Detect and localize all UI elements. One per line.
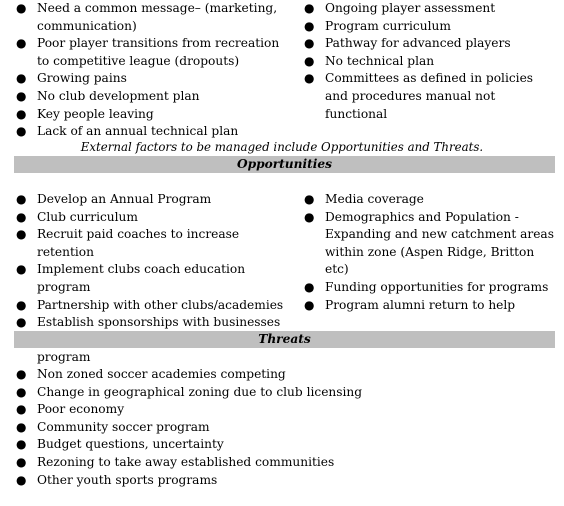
bullet-icon: ●	[16, 297, 27, 312]
bullet-icon: ●	[16, 454, 27, 469]
bullet-icon: ●	[304, 209, 315, 224]
bullet-icon: ●	[16, 1, 27, 15]
threats-heading: Threats	[14, 331, 555, 348]
list-item: program	[16, 332, 284, 367]
bullet-icon: ●	[16, 227, 27, 242]
list-item: ● Program alumni return to help	[304, 297, 554, 315]
bullet-icon: ●	[16, 315, 27, 330]
list-item: ● No club development plan	[16, 88, 284, 106]
weaknesses-right-list	[304, 0, 554, 123]
list-item: ● No technical plan	[304, 53, 554, 71]
list-item: ● Key people leaving	[16, 106, 284, 124]
list-item: ● Pathway for advanced players	[304, 35, 554, 53]
list-item: ● Need a common message– (marketing, communication)	[16, 1, 278, 33]
opportunities-heading: Opportunities	[14, 156, 555, 173]
bullet-icon: ●	[304, 18, 315, 33]
bullet-icon: ●	[16, 367, 27, 381]
list-item: ● Poor player transitions from recreation to competitive league (dropouts)	[16, 36, 280, 68]
list-item: ● Club curriculum	[16, 209, 284, 227]
bullet-icon: ●	[16, 71, 27, 86]
list-item: ● Ongoing player assessment	[304, 0, 554, 18]
list-item: ● Community soccer program	[16, 419, 436, 437]
list-item: ● Budget questions, uncertainty	[16, 436, 436, 454]
list-item: ● Develop an Annual Program	[16, 191, 284, 209]
bullet-icon: ●	[16, 209, 27, 224]
bullet-icon: ●	[304, 1, 315, 15]
list-item: ● Implement clubs coach education program	[16, 262, 246, 294]
bullet-icon: ●	[16, 402, 27, 417]
threats-list	[16, 366, 436, 489]
bullet-icon: ●	[16, 88, 27, 103]
list-item: ● Non zoned soccer academies competing	[16, 366, 436, 384]
bullet-icon: ●	[16, 437, 27, 452]
list-item: ● Media coverage	[304, 191, 554, 209]
list-item: ● Demographics and Population - Expanding and new catchment areas within zone (Aspen Ridge, Britton etc)	[304, 209, 554, 277]
list-item: ● Poor economy	[16, 401, 436, 419]
list-item: ● Lack of an annual technical plan	[16, 123, 284, 141]
list-item: ● Recruit paid coaches to increase retention	[16, 227, 240, 259]
bullet-icon: ●	[304, 192, 315, 206]
bullet-icon: ●	[304, 297, 315, 312]
bullet-icon: ●	[16, 192, 27, 206]
list-item: ● Partnership with other clubs/academies	[16, 297, 284, 315]
external-factors-note: External factors to be managed include Opportunities and Threats.	[80, 140, 484, 154]
list-item: ● Rezoning to take away established communities	[16, 454, 436, 472]
list-item: ● Committees as defined in policies and procedures manual not functional	[304, 71, 534, 121]
bullet-icon: ●	[16, 36, 27, 51]
list-item: ● Funding opportunities for programs	[304, 279, 554, 297]
bullet-icon: ●	[16, 262, 27, 277]
bullet-icon: ●	[304, 53, 315, 68]
bullet-icon: ●	[304, 71, 315, 86]
bullet-icon: ●	[16, 124, 27, 139]
bullet-icon: ●	[16, 106, 27, 121]
list-item: ● Program curriculum	[304, 18, 554, 36]
bullet-icon: ●	[16, 472, 27, 487]
list-item: ● Growing pains	[16, 70, 284, 88]
bullet-icon: ●	[16, 384, 27, 399]
bullet-icon: ●	[16, 419, 27, 434]
weaknesses-left-list	[16, 0, 284, 141]
list-item: ● Establish sponsorships with businesses	[16, 314, 284, 332]
bullet-icon: ●	[304, 36, 315, 51]
opportunities-right-list	[304, 191, 554, 314]
list-item: ● Change in geographical zoning due to club licensing	[16, 384, 436, 402]
bullet-icon: ●	[304, 279, 315, 294]
list-item: ● Other youth sports programs	[16, 472, 436, 490]
